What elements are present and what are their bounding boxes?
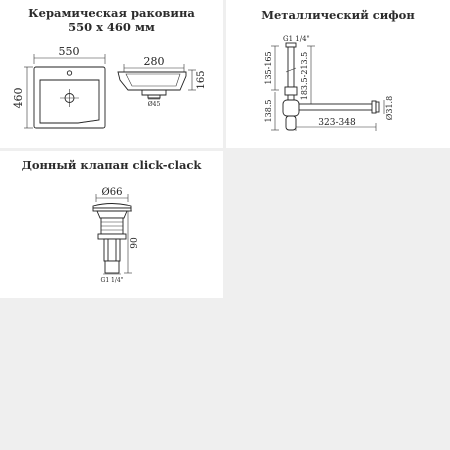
sink-title-line1: Керамическая раковина	[28, 6, 195, 20]
sink-drawing	[0, 0, 223, 148]
valve-body	[93, 204, 131, 274]
sink-width-label: 550	[58, 45, 80, 58]
sink-side-view	[118, 55, 207, 108]
valve-card	[0, 151, 223, 298]
valve-title: Донный клапан click-clack	[21, 158, 202, 172]
siphon-pipe-dim: Ø31.8	[385, 95, 394, 121]
valve-drawing	[0, 151, 223, 298]
sink-drain-label: Ø45	[147, 101, 161, 108]
sink-card	[0, 0, 223, 148]
sink-height-label: 460	[12, 87, 25, 109]
siphon-lower-dim: 138.5	[264, 99, 273, 123]
valve-thread-label: G1 1/4"	[100, 277, 124, 284]
siphon-mid-dim: 183.5-213.5	[300, 51, 309, 101]
sink-side-height-label: 165	[196, 70, 207, 90]
siphon-length-dim: 323-348	[318, 118, 356, 128]
siphon-thread-label: G1 1/4"	[283, 35, 310, 43]
siphon-card	[226, 0, 450, 148]
sink-title-line2: 550 х 460 мм	[68, 20, 155, 34]
valve-diameter-label: Ø66	[101, 187, 123, 198]
siphon-body	[283, 43, 379, 130]
siphon-title: Металлический сифон	[261, 8, 415, 22]
siphon-upper-dim: 135-165	[264, 51, 273, 85]
sink-top-view	[12, 45, 105, 128]
sink-depth-label: 280	[143, 55, 165, 68]
valve-height-label: 90	[130, 237, 140, 249]
siphon-drawing	[226, 0, 450, 148]
